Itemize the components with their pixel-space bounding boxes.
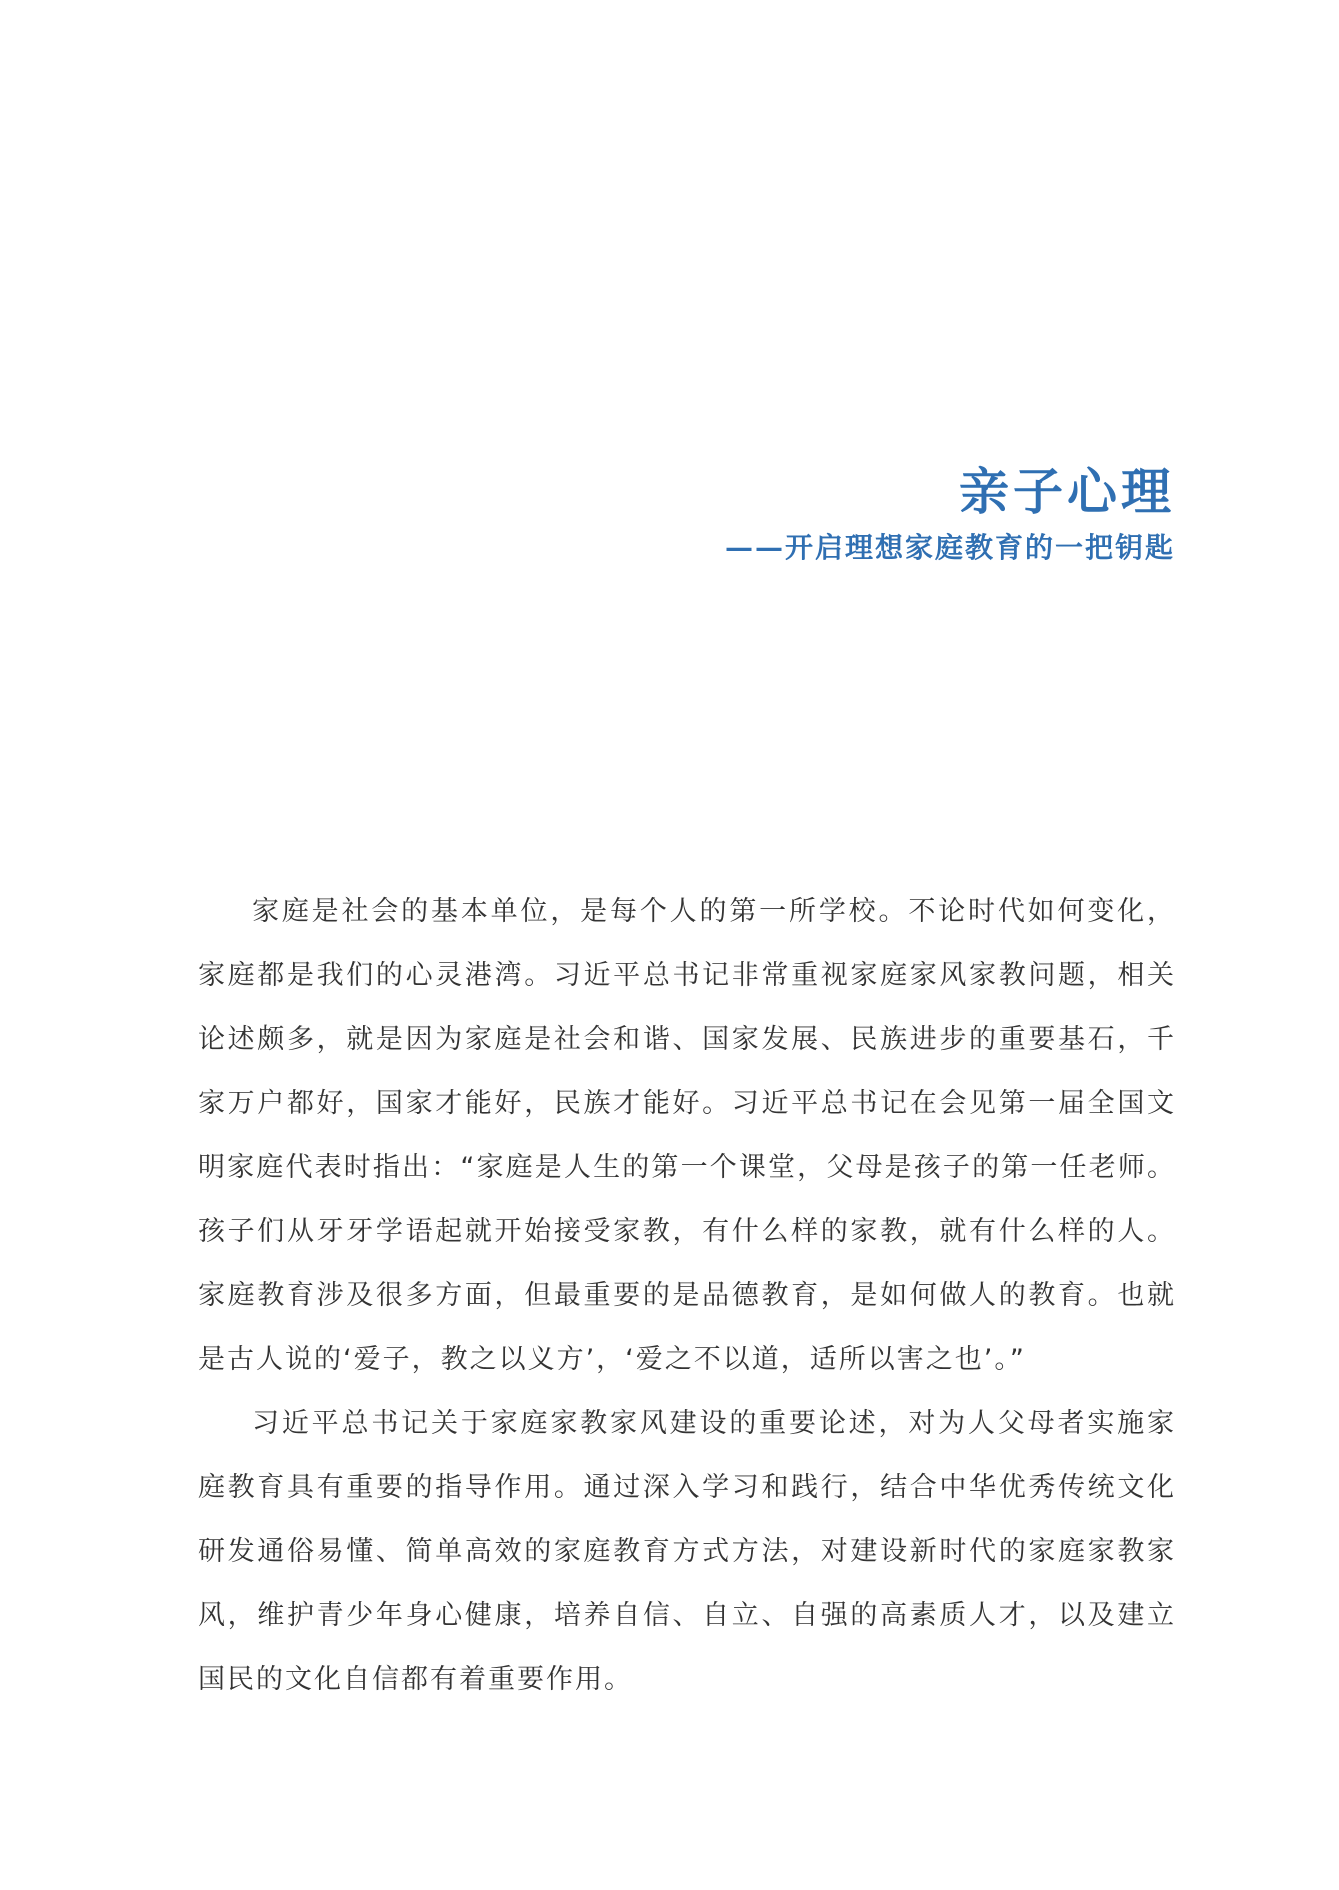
heading-block xyxy=(475,462,1175,568)
page-subtitle: ——开启理想家庭教育的一把钥匙 xyxy=(724,531,1175,564)
page-title: 亲子心理 xyxy=(959,462,1175,521)
body-text xyxy=(198,880,1176,1712)
paragraph: 家庭是社会的基本单位，是每个人的第一所学校。不论时代如何变化，家庭都是我们的心灵港湾。习近平总书记非常重视家庭家风家教问题，相关论述颇多，就是因为家庭是社会和谐、国家发展、民族进步的重要基石，千家万户都好，国家才能好，民族才能好。习近平总书记在会见第一届全国文明家庭代表时指出：“家庭是人生的第一个课堂，父母是孩子的第一任老师。孩子们从牙牙学语起就开始接受家教，有什么样的家教，就有什么样的人。家庭教育涉及很多方面，但最重要的是品德教育，是如何做人的教育。也就是古人说的‘爱子，教之以义方’，‘爱之不以道，适所以害之也’。” xyxy=(198,896,1176,1375)
paragraph: 习近平总书记关于家庭家教家风建设的重要论述，对为人父母者实施家庭教育具有重要的指导作用。通过深入学习和践行，结合中华优秀传统文化研发通俗易懂、简单高效的家庭教育方式方法，对建设新时代的家庭家教家风，维护青少年身心健康，培养自信、自立、自强的高素质人才，以及建立国民的文化自信都有着重要作用。 xyxy=(198,1408,1176,1695)
